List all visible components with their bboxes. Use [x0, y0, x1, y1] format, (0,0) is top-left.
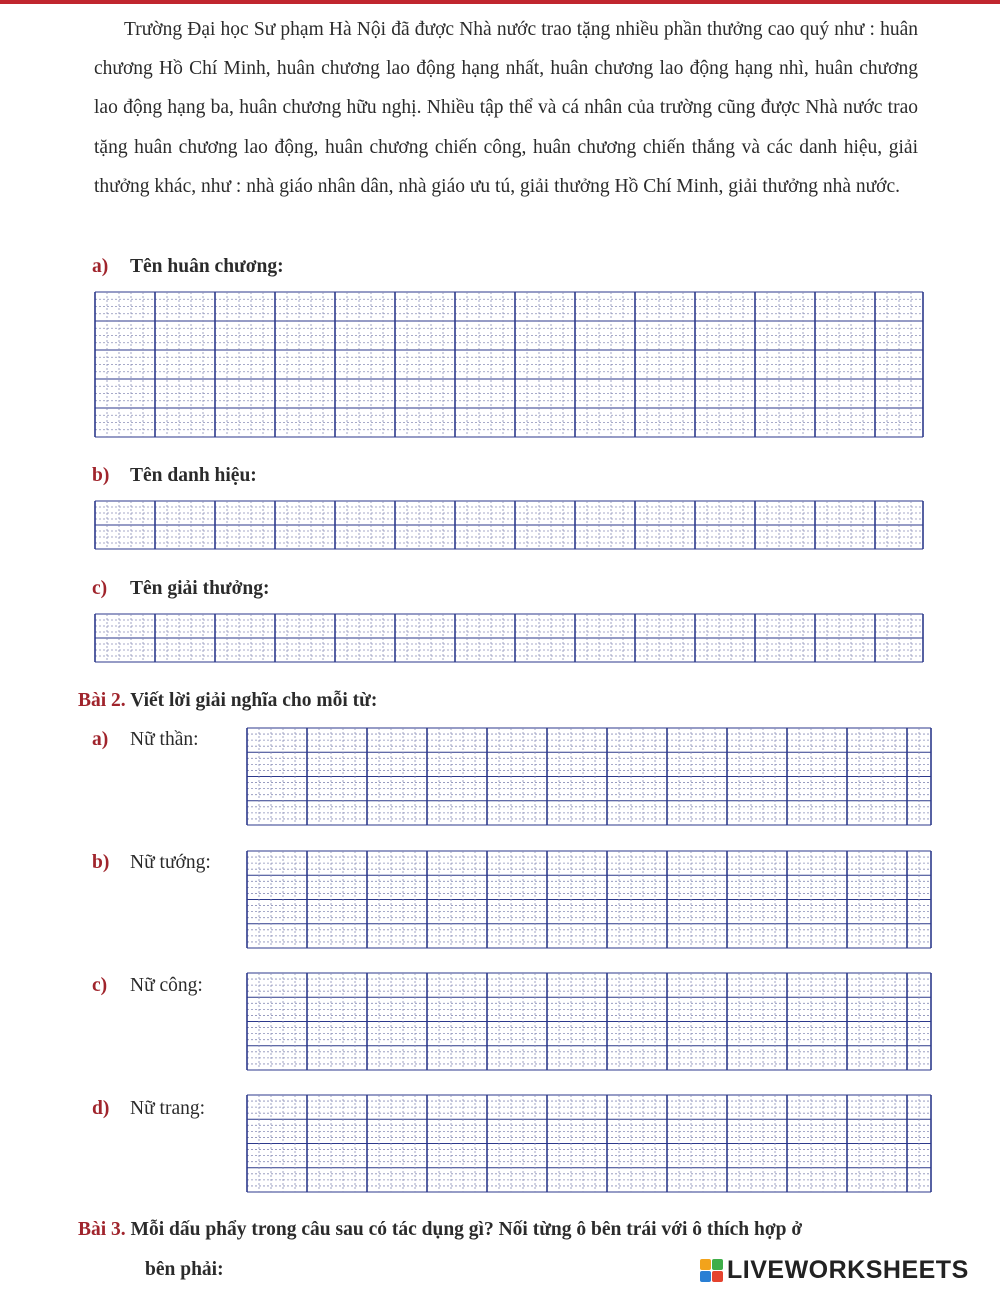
item-label: Nữ công: [130, 975, 203, 996]
grid-lines [246, 727, 932, 826]
writing-grid-nu-trang[interactable] [246, 1094, 932, 1193]
writing-grid-nu-cong[interactable] [246, 972, 932, 1071]
item-marker: b) [92, 852, 110, 873]
item-marker: a) [92, 256, 109, 277]
ex2-item-c [92, 974, 203, 998]
logo-text: LIVEWORKSHEETS [727, 1255, 969, 1284]
grid-lines [94, 291, 924, 438]
item-label: Tên giải thưởng: [130, 578, 270, 599]
item-marker: c) [92, 578, 108, 599]
item-marker: d) [92, 1098, 110, 1119]
grid-lines [94, 613, 924, 663]
top-border [0, 0, 1000, 4]
liveworksheets-logo [700, 1255, 969, 1285]
ex2-item-d [92, 1097, 205, 1121]
grid-lines [94, 500, 924, 550]
writing-grid-nu-tuong[interactable] [246, 850, 932, 949]
exercise-number: Bài 2. [78, 690, 126, 711]
ex1-item-a [92, 255, 284, 279]
grid-lines [246, 972, 932, 1071]
writing-grid-medals[interactable] [94, 291, 924, 438]
grid-lines [246, 1094, 932, 1193]
ex2-item-b [92, 851, 211, 875]
item-marker: c) [92, 975, 108, 996]
exercise-2-heading [78, 689, 377, 713]
writing-grid-nu-than[interactable] [246, 727, 932, 826]
grid-lines [246, 850, 932, 949]
logo-badge-icon [700, 1259, 723, 1282]
item-label: Tên huân chương: [130, 256, 284, 277]
item-label: Nữ thần: [130, 729, 199, 750]
ex1-item-b [92, 464, 257, 488]
item-label: Tên danh hiệu: [130, 465, 257, 486]
writing-grid-awards[interactable] [94, 613, 924, 663]
exercise-title: Viết lời giải nghĩa cho mỗi từ: [130, 690, 378, 711]
writing-grid-titles[interactable] [94, 500, 924, 550]
exercise-title-line2: bên phải: [145, 1259, 224, 1280]
item-marker: b) [92, 465, 110, 486]
item-label: Nữ tướng: [130, 852, 211, 873]
item-marker: a) [92, 729, 109, 750]
exercise-title-line1: Mỗi dấu phẩy trong câu sau có tác dụng gì? Nối từng ô bên trái với ô thích hợp ở [130, 1219, 803, 1240]
item-label: Nữ trang: [130, 1098, 206, 1119]
ex2-item-a [92, 728, 199, 752]
exercise-3-line2 [145, 1258, 224, 1282]
ex1-item-c [92, 577, 270, 601]
intro-paragraph: Trường Đại học Sư phạm Hà Nội đã được Nhà nước trao tặng nhiều phần thưởng cao quý như : huân chương Hồ Chí Minh, huân chương lao động hạng nhất, huân chương lao động hạng nhì, huân chương lao động hạng ba, huân chương hữu nghị. Nhiều tập thể và cá nhân của trường cũng được Nhà nước trao tặng huân chương lao động, huân chương chiến công, huân chương chiến thắng và các danh hiệu, giải thưởng khác, như : nhà giáo nhân dân, nhà giáo ưu tú, giải thưởng Hồ Chí Minh, giải thưởng nhà nước. [94, 19, 918, 197]
exercise-number: Bài 3. [78, 1219, 126, 1240]
exercise-3-heading [78, 1218, 802, 1242]
